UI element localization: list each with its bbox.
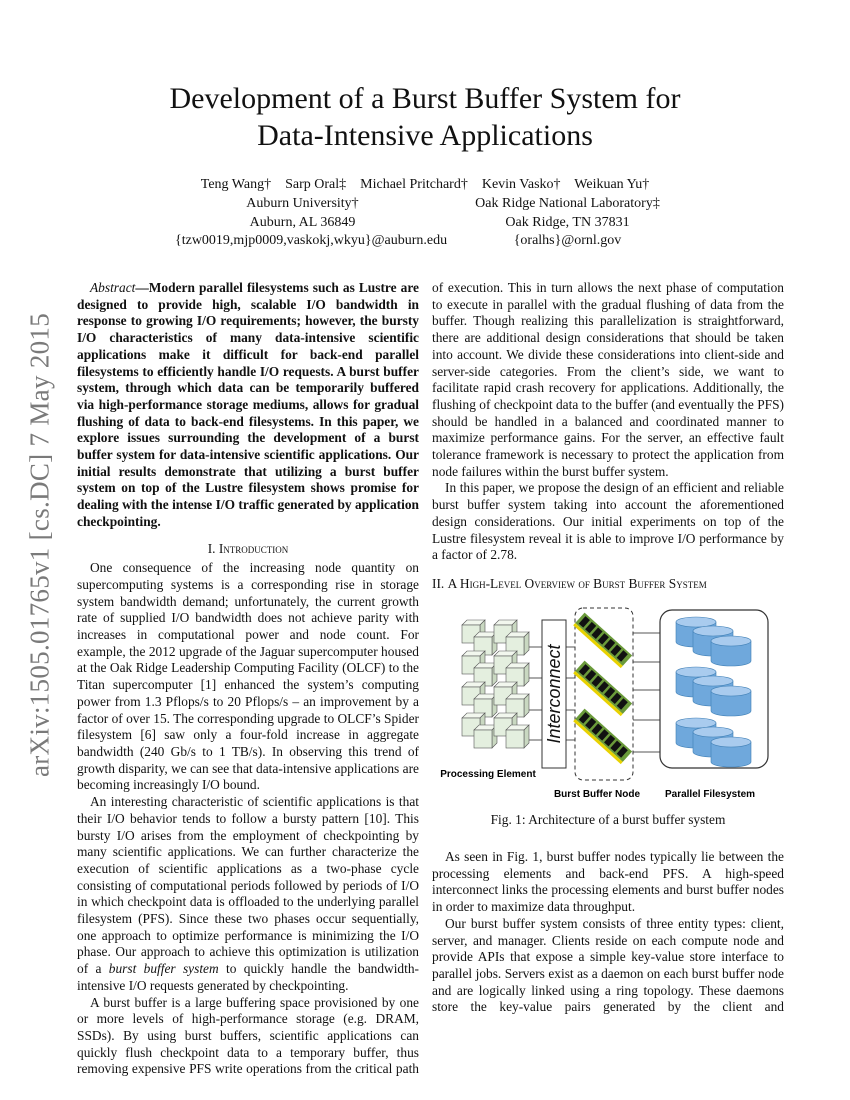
title-line: Development of a Burst Buffer System for <box>169 82 681 115</box>
disk-top <box>693 626 733 636</box>
disk-cylinder-icon <box>711 686 751 716</box>
section-title: Introduction <box>218 540 289 556</box>
disk-top <box>693 727 733 737</box>
disk-top <box>676 667 716 677</box>
abstract <box>77 280 419 531</box>
author-list: Teng Wang† Sarp Oral‡ Michael Pritchard† Kevin Vasko† Weikuan Yu† <box>200 177 650 192</box>
cube-front <box>474 730 492 748</box>
paragraph: Our burst buffer system consists of three entity types: client, server, and manager. Clients reside on each compute node and provide APIs that expose a simple key-value store interface to parallel jobs. Servers exist as a daemon on each burst buffer node and are logically linked using a ring topology. These daemons store the key-value pairs generated by the client and <box>432 915 784 1015</box>
section-number: II. <box>432 575 448 591</box>
affiliation-ornl <box>455 195 680 251</box>
figure-architecture <box>440 600 780 805</box>
affiliation-address: Oak Ridge, TN 37831 <box>505 214 630 230</box>
cube-front <box>506 730 524 748</box>
text: to quickly handle the bandwidth-intensive I/O requests generated by checkpointing. <box>77 961 419 993</box>
ram-module-icon <box>573 709 632 764</box>
processing-element-cube <box>506 725 529 748</box>
paragraph: As seen in Fig. 1, burst buffer nodes typically lie between the processing elements and back-end PFS. A high-speed interconnect links the processing elements and burst buffer nodes in order to maximize data throughput. <box>432 849 784 915</box>
arxiv-identifier: arXiv:1505.01765v1 [cs.DC] 7 May 2015 <box>24 312 55 778</box>
disk-top <box>676 617 716 627</box>
disk-top <box>693 676 733 686</box>
ram-module-icon <box>573 613 632 668</box>
disk-cylinder-icon <box>711 737 751 767</box>
processing-element-label: Processing Element <box>440 769 536 780</box>
section-heading-overview <box>432 576 784 593</box>
affiliation-email: {tzw0019,mjp0009,vaskokj,wkyu}@auburn.edu <box>175 233 448 248</box>
paragraph: In this paper, we propose the design of an efficient and reliable burst buffer system taking into account the aforementioned design considerations. Our initial experiments on top of the Lustre filesystem reveal it is able to improve I/O performance by a factor of 2.78. <box>432 480 784 563</box>
right-column-continued <box>432 849 784 1016</box>
burst-buffer-node-label: Burst Buffer Node <box>553 789 641 800</box>
processing-element-cube <box>474 725 497 748</box>
figure-caption: Fig. 1: Architecture of a burst buffer system <box>490 812 726 827</box>
paragraph: A burst buffer is a large buffering space provisioned by one or more levels of high-performance storage (e.g. DRAM, SSDs). By using burst buffers, scientific applications can quickly flush checkpoint data to a temporary buffer, thus removing expensive PFS write operations from the critical path <box>77 994 419 1077</box>
affiliation-name: Auburn University† <box>246 196 359 211</box>
disk-cylinder-icon <box>711 636 751 666</box>
disk-top <box>711 737 751 747</box>
section-heading-introduction <box>77 541 419 558</box>
right-column <box>432 280 784 596</box>
disk-top <box>676 718 716 728</box>
paper-title <box>0 80 850 154</box>
ram-modules <box>573 613 632 764</box>
left-column <box>77 280 419 1078</box>
title-line: Data-Intensive Applications <box>257 119 593 152</box>
affiliation-auburn <box>175 195 448 251</box>
affiliation-email: {oralhs}@ornl.gov <box>513 233 622 248</box>
paragraph: of execution. This in turn allows the next phase of computation to execute in parallel with the gradual flushing of data from the buffer. Though realizing this parallelization is straightforward, there are additional design considerations that should be taken into account. We divide these considerations into client-side and server-side categories. From the client’s side, we want to facilitate rapid crash recovery for applications. Additionally, the flushing of checkpoint data to the buffer (and eventually the PFS) should be handled in a balanced and coordinated manner to maximize performance gains. For the server, an effective fault tolerance framework is necessary to protect the application from node failures within the burst buffer system. <box>432 280 784 479</box>
storage-disks <box>676 617 751 767</box>
text: An interesting characteristic of scientific applications is that their I/O behavior tends to follow a bursty pattern [10]. This bursty I/O arises from the employment of checkpointing by many scientific applications. We can further characterize the execution of scientific applications as a two-phase cycle consisting of computational periods followed by periods of I/O in which checkpoint data is offloaded to the underlying parallel filesystem (PFS). Since these two phases occur sequentially, one approach to optimize performance is minimizing the I/O phase. Our approach to achieve this optimization is utilization of a <box>77 794 419 977</box>
interconnect-label: Interconnect <box>544 644 564 744</box>
paragraph <box>77 794 419 994</box>
processing-elements <box>462 620 529 748</box>
section-title: A High-Level Overview of Burst Buffer System <box>447 575 707 591</box>
emphasis: burst buffer system <box>108 961 219 977</box>
disk-top <box>711 636 751 646</box>
parallel-filesystem-label: Parallel Filesystem <box>664 789 756 800</box>
ram-module-icon <box>573 661 632 716</box>
abstract-label: Abstract <box>90 280 136 295</box>
paragraph: One consequence of the increasing node quantity on supercomputing systems is a corresponding rise in storage system bandwidth demand; unfortunately, the current growth rate of supplied I/O bandwidth does not achieve parity with increases in computational power and node count. For example, the 2012 upgrade of the Jaguar supercomputer housed at the Oak Ridge Leadership Computing Facility (OLCF) to the Titan supercomputer [1] enhanced the system’s computing power from 1.3 Pflops/s to 20 Pflops/s – an improvement by a factor of over 15. The corresponding upgrade to OLCF’s Spider filesystem [6] saw only a four-fold increase in aggregate bandwidth (240 Gb/s to 1 TB/s). In observing this trend of growth disparity, we can see that data-intensive applications are becoming increasingly I/O bound. <box>77 560 419 793</box>
affiliation-address: Auburn, AL 36849 <box>249 214 356 230</box>
disk-top <box>711 686 751 696</box>
affiliation-name: Oak Ridge National Laboratory‡ <box>475 196 660 211</box>
section-number: I. <box>207 540 219 556</box>
abstract-text: —Modern parallel filesystems such as Lustre are designed to provide high, scalable I/O bandwidth in response to growing I/O requirements; however, the bursty I/O characteristics of many data-intensive scientific applications make it difficult for back-end parallel filesystems to efficiently handle I/O requests. A burst buffer system, through which data can be temporarily buffered via high-performance storage mediums, allows for gradual flushing of data to back-end filesystems. In this paper, we explore issues surrounding the development of a burst buffer system for data-intensive scientific applications. Our initial results demonstrate that utilizing a burst buffer system on top of the Lustre filesystem shows promise for dealing with the intense I/O traffic generated by application checkpointing. <box>77 280 419 529</box>
